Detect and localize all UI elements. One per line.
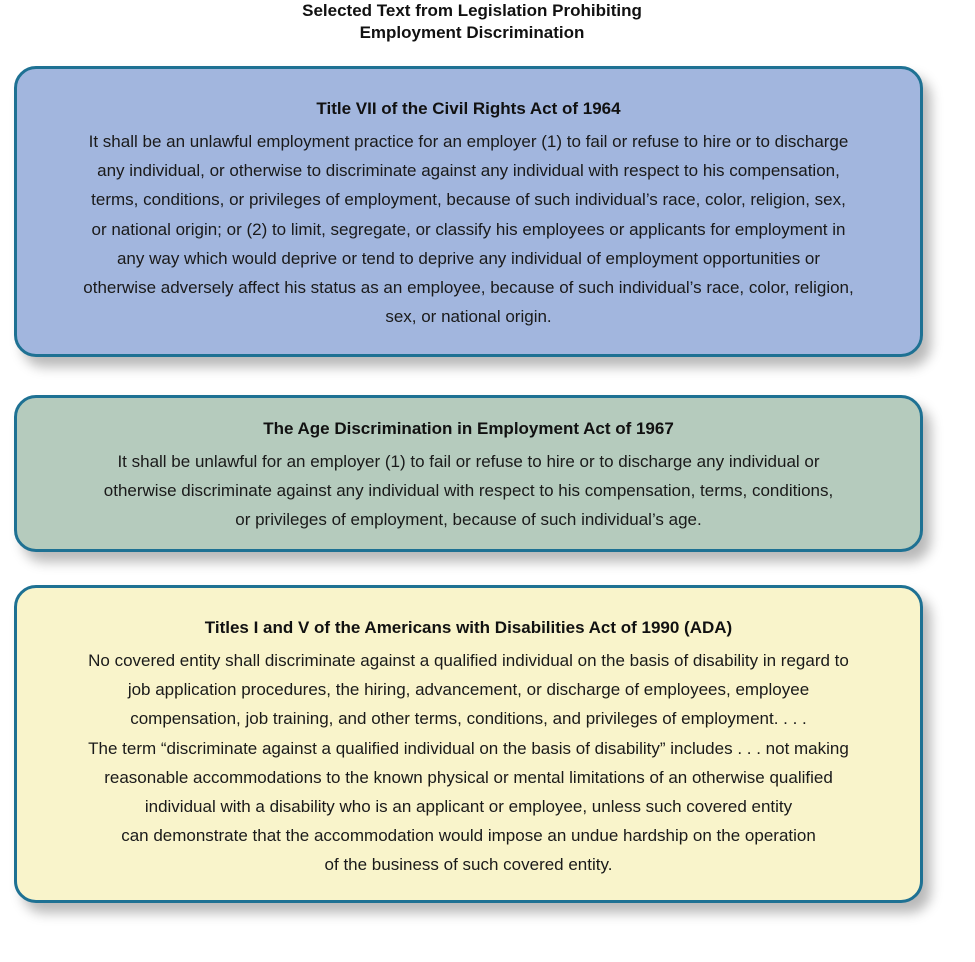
page-title-line-1: Selected Text from Legislation Prohibiting (302, 1, 642, 20)
panel-heading: Title VII of the Civil Rights Act of 1964 (316, 99, 621, 118)
panel-text-line: It shall be unlawful for an employer (1) to fail or refuse to hire or to discharge any individual or (117, 452, 820, 471)
panel-text-line: It shall be an unlawful employment practice for an employer (1) to fail or refuse to hire or to discharge (88, 132, 849, 151)
panel-body (37, 646, 900, 880)
panel-age-discrimination-act (14, 395, 923, 552)
panel-text-line: individual with a disability who is an applicant or employee, unless such covered entity (144, 797, 793, 817)
panel-body (37, 127, 900, 331)
panel-text-line: can demonstrate that the accommodation would impose an undue hardship on the operation (121, 826, 816, 846)
panel-text-line: of the business of such covered entity. (324, 855, 613, 875)
panel-text-line: any individual, or otherwise to discriminate against any individual with respect to his compensation, (97, 161, 840, 181)
panel-text-line: No covered entity shall discriminate against a qualified individual on the basis of disability in regard to (88, 651, 849, 670)
panel-text-line: reasonable accommodations to the known physical or mental limitations of an otherwise qualified (104, 767, 833, 787)
panel-text-line: or national origin; or (2) to limit, segregate, or classify his employees or applicants for employment in (91, 219, 846, 239)
panel-heading: Titles I and V of the Americans with Disabilities Act of 1990 (ADA) (204, 618, 733, 637)
panel-text-line: compensation, job training, and other terms, conditions, and privileges of employment. . . . (130, 709, 807, 729)
panel-text-line: any way which would deprive or tend to deprive any individual of employment opportunities or (116, 248, 821, 268)
panel-text-line: terms, conditions, or privileges of employment, because of such individual’s race, color, religion, sex, (91, 190, 846, 210)
panel-title-vii-civil-rights-act (14, 66, 923, 357)
panel-text-line: job application procedures, the hiring, advancement, or discharge of employees, employee (127, 680, 810, 700)
page-title-line-2: Employment Discrimination (359, 23, 585, 42)
panel-heading: The Age Discrimination in Employment Act of 1967 (263, 419, 674, 438)
panel-text-line: sex, or national origin. (385, 307, 552, 327)
panel-americans-with-disabilities-act (14, 585, 923, 903)
panel-text-line: otherwise adversely affect his status as an employee, because of such individual’s race, color, religion, (83, 278, 854, 298)
page-title (0, 0, 944, 44)
panel-text-line: The term “discriminate against a qualified individual on the basis of disability” includes . . . not making (88, 738, 849, 758)
panel-body (37, 447, 900, 535)
panel-text-line: otherwise discriminate against any individual with respect to his compensation, terms, conditions, (103, 481, 834, 501)
panel-text-line: or privileges of employment, because of such individual’s age. (235, 510, 702, 530)
